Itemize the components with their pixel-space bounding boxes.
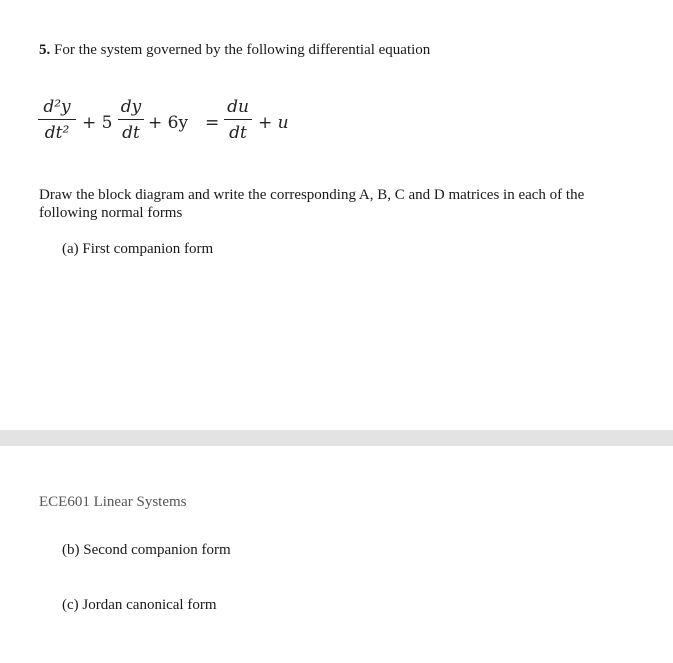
fraction-denominator: dt: [229, 123, 247, 143]
first-derivative-fraction: [118, 97, 144, 143]
fraction-denominator: dt: [122, 123, 140, 143]
part-a: (a) First companion form: [62, 241, 214, 257]
equals-sign: =: [205, 113, 220, 133]
fraction-numerator: dy: [120, 97, 142, 117]
rhs-derivative-fraction: [224, 97, 252, 143]
second-derivative-fraction: [38, 97, 76, 143]
fraction-numerator: d²y: [43, 97, 71, 117]
fraction-bar: [224, 119, 252, 120]
fraction-bar: [38, 119, 76, 120]
plus-six-y-operator: + 6y: [148, 113, 189, 133]
page-separator: [0, 430, 673, 446]
fraction-bar: [118, 119, 144, 120]
course-header: ECE601 Linear Systems: [39, 494, 187, 510]
problem-text: For the system governed by the following differential equation: [54, 42, 431, 58]
plus-u-text: + u: [258, 113, 289, 133]
plus-five-operator: + 5: [82, 113, 113, 133]
instruction-text: Draw the block diagram and write the corresponding A, B, C and D matrices in each of the following normal forms: [39, 187, 585, 221]
problem-number: 5.: [39, 42, 51, 58]
part-c: (c) Jordan canonical form: [62, 597, 217, 613]
fraction-denominator: dt²: [44, 123, 70, 143]
problem-statement: [39, 42, 430, 59]
plus-u-operator: [258, 113, 289, 133]
part-b: (b) Second companion form: [62, 542, 231, 558]
fraction-numerator: du: [227, 97, 249, 117]
